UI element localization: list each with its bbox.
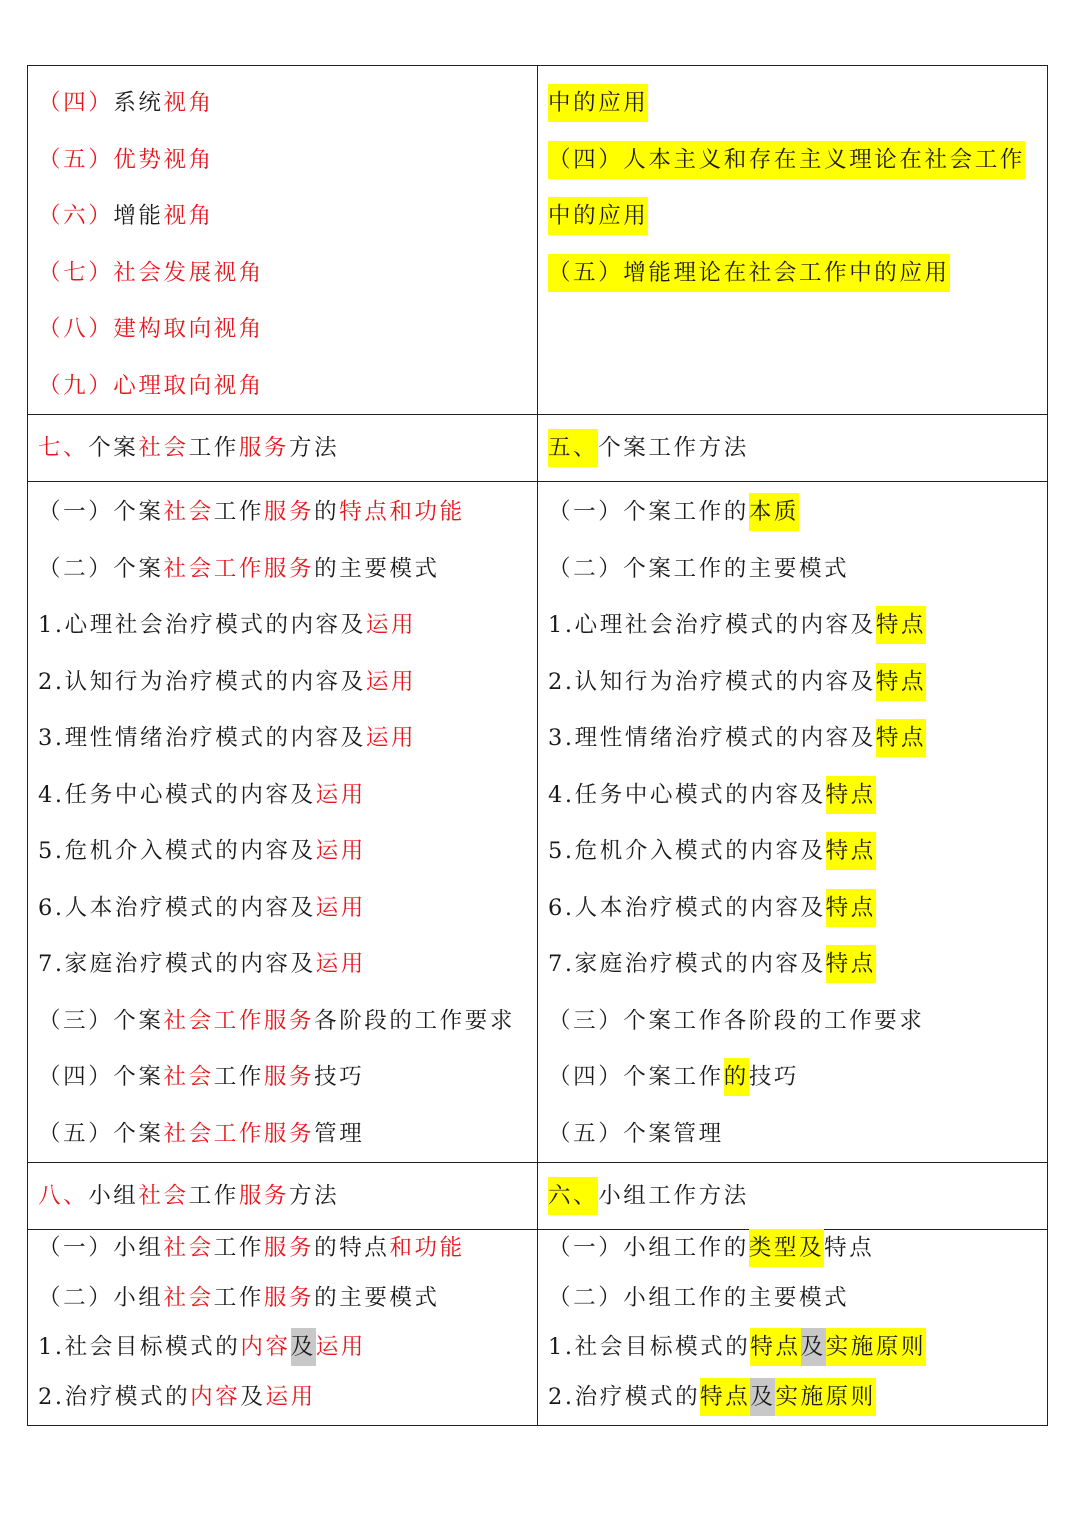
text-run: 管理 [314,1120,365,1147]
text-run: （二）小组 [38,1284,164,1311]
text-run: 特点 [826,945,876,983]
outline-item [38,710,529,767]
text-run: 运用 [315,781,366,808]
outline-item [548,993,1039,1050]
text-run: （五）优势视角 [38,146,214,173]
table-row [28,66,1048,415]
text-run: （五）个案管理 [548,1120,724,1147]
outline-item [38,245,529,302]
text-run: 2.认知行为治疗模式的内容及 [38,668,366,695]
outline-item [548,1323,1039,1373]
outline-item [38,936,529,993]
text-run: 1.社会目标模式的 [38,1334,241,1360]
text-run: 增能 [113,203,164,229]
text-run: 工作 [213,1064,264,1090]
text-run: （二）个案 [38,555,164,582]
outline-item [38,1049,529,1106]
outline-item [548,132,1039,189]
outline-item [38,823,529,880]
text-run: 特点 [824,1235,875,1261]
outline-item [38,1373,529,1423]
text-run: （四）个案工作 [548,1064,724,1090]
text-run: 特点 [876,663,926,701]
text-run: 社会工作服务 [163,1007,315,1034]
text-run: （四） [38,90,114,116]
text-run: 工作 [213,499,264,525]
outline-item [548,823,1039,880]
text-run: 视角 [163,90,214,116]
text-run: 工作 [188,435,239,461]
left-cell [28,1163,538,1230]
text-run: 的主要模式 [314,1284,440,1311]
text-run: 及 [240,1383,266,1410]
text-run: （五）个案 [38,1120,164,1147]
text-run: 社会 [163,1235,214,1261]
right-cell [538,415,1048,482]
text-run: 社会工作服务 [163,555,315,582]
text-run: 方法 [289,1183,340,1209]
text-run: 中的应用 [548,197,648,235]
text-run: 的 [314,499,340,525]
text-run: （七）社会发展视角 [38,259,264,286]
right-cell [538,66,1048,415]
text-run: （二）小组工作的主要模式 [548,1284,850,1311]
text-run: 工作 [213,1235,264,1261]
outline-item [548,541,1039,598]
text-run: 运用 [365,612,417,638]
text-run: （六） [38,203,114,229]
text-run: 方法 [289,435,340,461]
section-heading [38,1163,529,1229]
text-run: 特点和功能 [339,499,465,525]
text-run: 的特点 [314,1235,390,1261]
text-run: 服务 [263,1284,315,1311]
text-run: 服务 [238,1183,290,1209]
text-run: 社会 [163,499,214,525]
text-run: 小组工作方法 [598,1183,749,1209]
text-run: （一）小组工作的 [548,1235,749,1261]
text-run: 服务 [263,499,315,525]
text-run: 运用 [315,894,366,921]
text-run: 工作 [213,1284,264,1311]
text-run: 4.任务中心模式的内容及 [38,781,316,808]
right-cell [538,1163,1048,1230]
text-run: （四）个案 [38,1064,164,1090]
text-run: （九）心理取向视角 [38,372,264,399]
outline-item [38,541,529,598]
outline-item [548,936,1039,993]
text-run: 社会工作服务 [163,1120,315,1147]
text-run: （八）建构取向视角 [38,316,264,342]
section-heading [548,415,1039,481]
text-run: 和功能 [389,1235,465,1261]
outline-item [548,1274,1039,1324]
text-run: 八、 [38,1183,89,1209]
text-run: 1.心理社会治疗模式的内容及 [38,612,366,638]
text-run: 实施原则 [775,1378,875,1416]
outline-item [548,710,1039,767]
text-run: 社会 [163,1284,214,1311]
text-run: 社会 [163,1064,214,1090]
text-run: 服务 [263,1064,315,1090]
left-cell [28,1230,538,1426]
text-run: 类型及 [749,1229,824,1267]
text-run: 的主要模式 [314,555,440,582]
outline-item [38,188,529,245]
text-run: 2.认知行为治疗模式的内容及 [548,668,876,695]
text-run: （一）小组 [38,1235,164,1261]
text-run: （一）个案 [38,499,164,525]
text-run: 内容 [190,1383,241,1410]
table-row [28,415,1048,482]
outline-item [548,597,1039,654]
text-run: 6.人本治疗模式的内容及 [38,894,316,921]
text-run: 特点 [876,719,926,757]
text-run: 内容 [240,1334,291,1360]
outline-item [38,484,529,541]
text-run: 特点 [826,832,876,870]
text-run: 五、 [548,429,598,467]
text-run: （四）人本主义和存在主义理论在社会工作 [548,141,1025,179]
text-run: 4.任务中心模式的内容及 [548,781,826,808]
outline-item [38,1106,529,1163]
text-run: 服务 [238,435,290,461]
text-run: 视角 [163,203,214,229]
text-run: 及 [291,1328,316,1366]
text-run: 各阶段的工作要求 [314,1007,515,1034]
text-run: （三）个案 [38,1007,164,1034]
right-cell [538,482,1048,1163]
table-row [28,482,1048,1163]
text-run: （五）增能理论在社会工作中的应用 [548,254,950,292]
outline-item [548,880,1039,937]
section-heading [38,415,529,481]
table-row [28,1230,1048,1426]
outline-item [38,75,529,132]
text-run: 七、 [38,435,89,461]
text-run: 1.社会目标模式的 [548,1334,751,1360]
text-run: 工作 [188,1183,239,1209]
outline-item [548,767,1039,824]
text-run: 的 [724,1058,749,1096]
text-run: 六、 [548,1177,598,1215]
text-run: 特点 [750,1328,800,1366]
outline-item [548,1049,1039,1106]
outline-item [38,654,529,711]
text-run: 本质 [749,493,799,531]
outline-item [548,1373,1039,1423]
text-run: 特点 [876,606,926,644]
outline-item [38,358,529,415]
text-run: 个案 [88,435,139,461]
outline-item [548,188,1039,245]
outline-item [38,132,529,189]
syllabus-comparison-table [27,65,1048,1426]
outline-item [38,1274,529,1324]
text-run: 社会 [138,1183,189,1209]
text-run: （一）个案工作的 [548,499,749,525]
text-run: 3.理性情绪治疗模式的内容及 [548,725,876,751]
text-run: （二）个案工作的主要模式 [548,555,850,582]
text-run: 运用 [315,838,366,864]
text-run: 特点 [826,776,876,814]
text-run: 社会 [138,435,189,461]
text-run: 技巧 [748,1064,800,1090]
text-run: 7.家庭治疗模式的内容及 [38,951,316,977]
outline-item [548,1106,1039,1163]
text-run: 中的应用 [548,84,648,122]
left-cell [28,66,538,415]
text-run: 5.危机介入模式的内容及 [548,838,826,864]
outline-item [38,880,529,937]
table-row [28,1163,1048,1230]
outline-item [38,767,529,824]
text-run: 及 [801,1328,826,1366]
text-run: 及 [750,1378,775,1416]
outline-item [548,484,1039,541]
left-cell [28,415,538,482]
text-run: 7.家庭治疗模式的内容及 [548,951,826,977]
text-run: 1.心理社会治疗模式的内容及 [548,612,876,638]
left-cell [28,482,538,1163]
text-run: 小组 [88,1183,139,1209]
text-run: 运用 [315,951,366,977]
text-run: 2.治疗模式的 [38,1383,191,1410]
text-run: 2.治疗模式的 [548,1383,701,1410]
text-run: 特点 [826,889,876,927]
outline-item [548,245,1039,302]
outline-item [38,301,529,358]
right-cell [538,1230,1048,1426]
text-run: 技巧 [314,1064,365,1090]
text-run: 5.危机介入模式的内容及 [38,838,316,864]
text-run: 服务 [263,1235,315,1261]
text-run: 运用 [265,1383,316,1410]
text-run: 运用 [365,668,417,695]
section-heading [548,1163,1039,1229]
text-run: 实施原则 [826,1328,926,1366]
outline-item [548,654,1039,711]
text-run: 运用 [365,725,417,751]
outline-item [38,993,529,1050]
outline-item [548,1224,1039,1274]
outline-item [38,1224,529,1274]
text-run: 个案工作方法 [598,435,749,461]
text-run: 运用 [315,1334,366,1360]
text-run: 6.人本治疗模式的内容及 [548,894,826,921]
text-run: 系统 [113,90,164,116]
outline-item [38,597,529,654]
text-run: 3.理性情绪治疗模式的内容及 [38,725,366,751]
text-run: 特点 [700,1378,750,1416]
text-run: （三）个案工作各阶段的工作要求 [548,1007,925,1034]
outline-item [548,75,1039,132]
outline-item [38,1323,529,1373]
